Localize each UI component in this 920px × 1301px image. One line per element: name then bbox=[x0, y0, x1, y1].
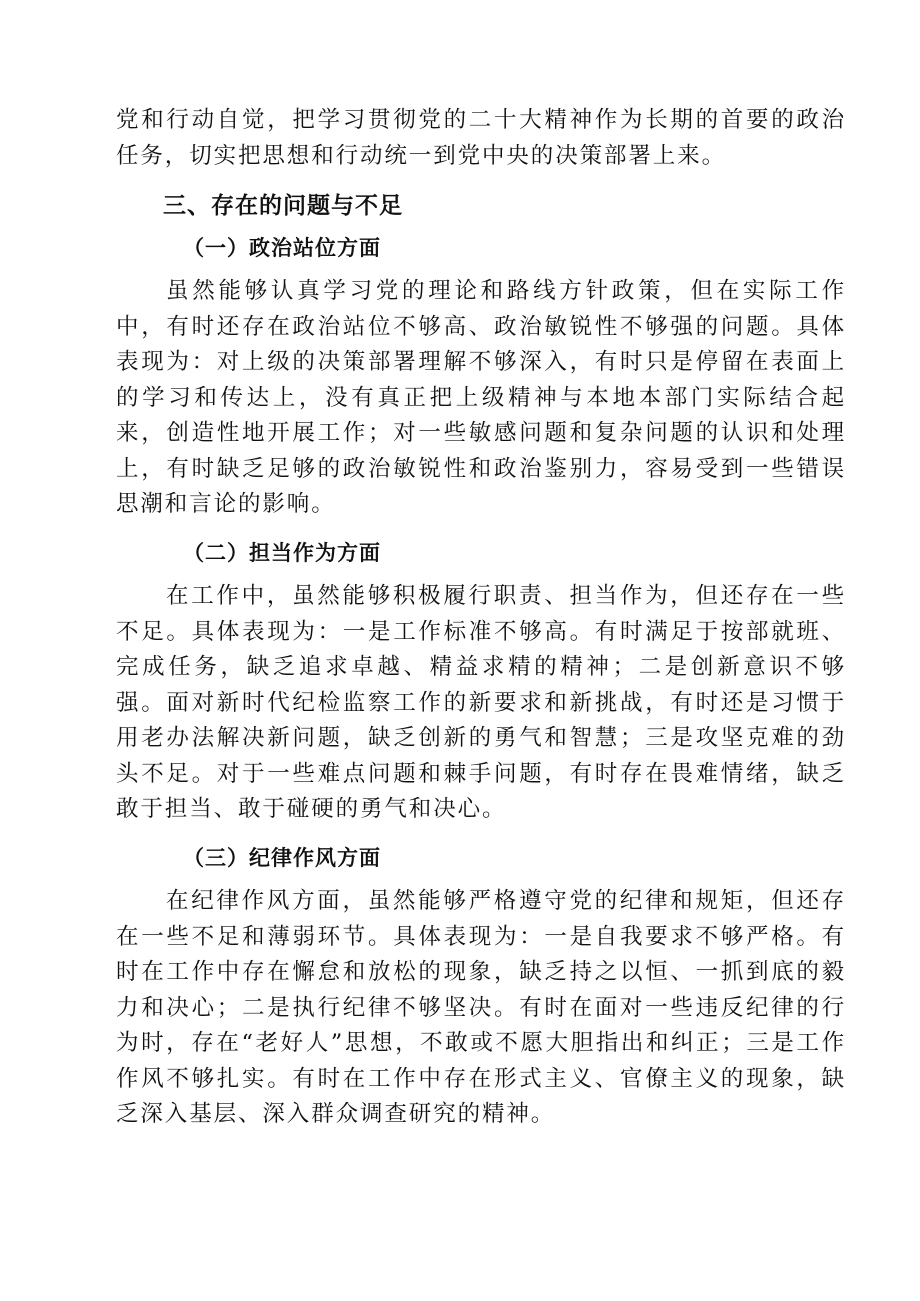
paragraph-political-stance: 虽然能够认真学习党的理论和路线方针政策，但在实际工作中，有时还存在政治站位不够高、政治敏锐性不够强的问题。具体表现为：对上级的决策部署理解不够深入，有时只是停留在表面上的学习和传达上，没有真正把上级精神与本地本部门实际结合起来，创造性地开展工作；对一些敏感问题和复杂问题的认识和处理上，有时缺乏足够的政治敏锐性和政治鉴别力，容易受到一些错误思潮和言论的影响。 bbox=[116, 278, 846, 517]
paragraph-discipline: 在纪律作风方面，虽然能够严格遵守党的纪律和规矩，但还存在一些不足和薄弱环节。具体表现为：一是自我要求不够严格。有时在工作中存在懈怠和放松的现象，缺乏持之以恒、一抓到底的毅力和决心；二是执行纪律不够坚决。有时在面对一些违反纪律的行为时，存在“老好人”思想，不敢或不愿大胆指出和纠正；三是工作作风不够扎实。有时在工作中存在形式主义、官僚主义的现象，缺乏深入基层、深入群众调查研究的精神。 bbox=[116, 888, 846, 1127]
section-heading: 三、存在的问题与不足 bbox=[163, 193, 403, 219]
subsection-heading-responsibility: （二）担当作为方面 bbox=[183, 541, 381, 565]
subsection-heading-discipline: （三）纪律作风方面 bbox=[183, 846, 381, 870]
subsection-heading-political-stance: （一）政治站位方面 bbox=[183, 236, 381, 260]
paragraph-responsibility: 在工作中，虽然能够积极履行职责、担当作为，但还存在一些不足。具体表现为：一是工作标准不够高。有时满足于按部就班、完成任务，缺乏追求卓越、精益求精的精神；二是创新意识不够强。面对新时代纪检监察工作的新要求和新挑战，有时还是习惯于用老办法解决新问题，缺乏创新的勇气和智慧；三是攻坚克难的劲头不足。对于一些难点问题和棘手问题，有时存在畏难情绪，缺乏敢于担当、敢于碰硬的勇气和决心。 bbox=[116, 583, 846, 822]
intro-paragraph: 党和行动自觉，把学习贯彻党的二十大精神作为长期的首要的政治任务，切实把思想和行动统一到党中央的决策部署上来。 bbox=[116, 107, 846, 169]
